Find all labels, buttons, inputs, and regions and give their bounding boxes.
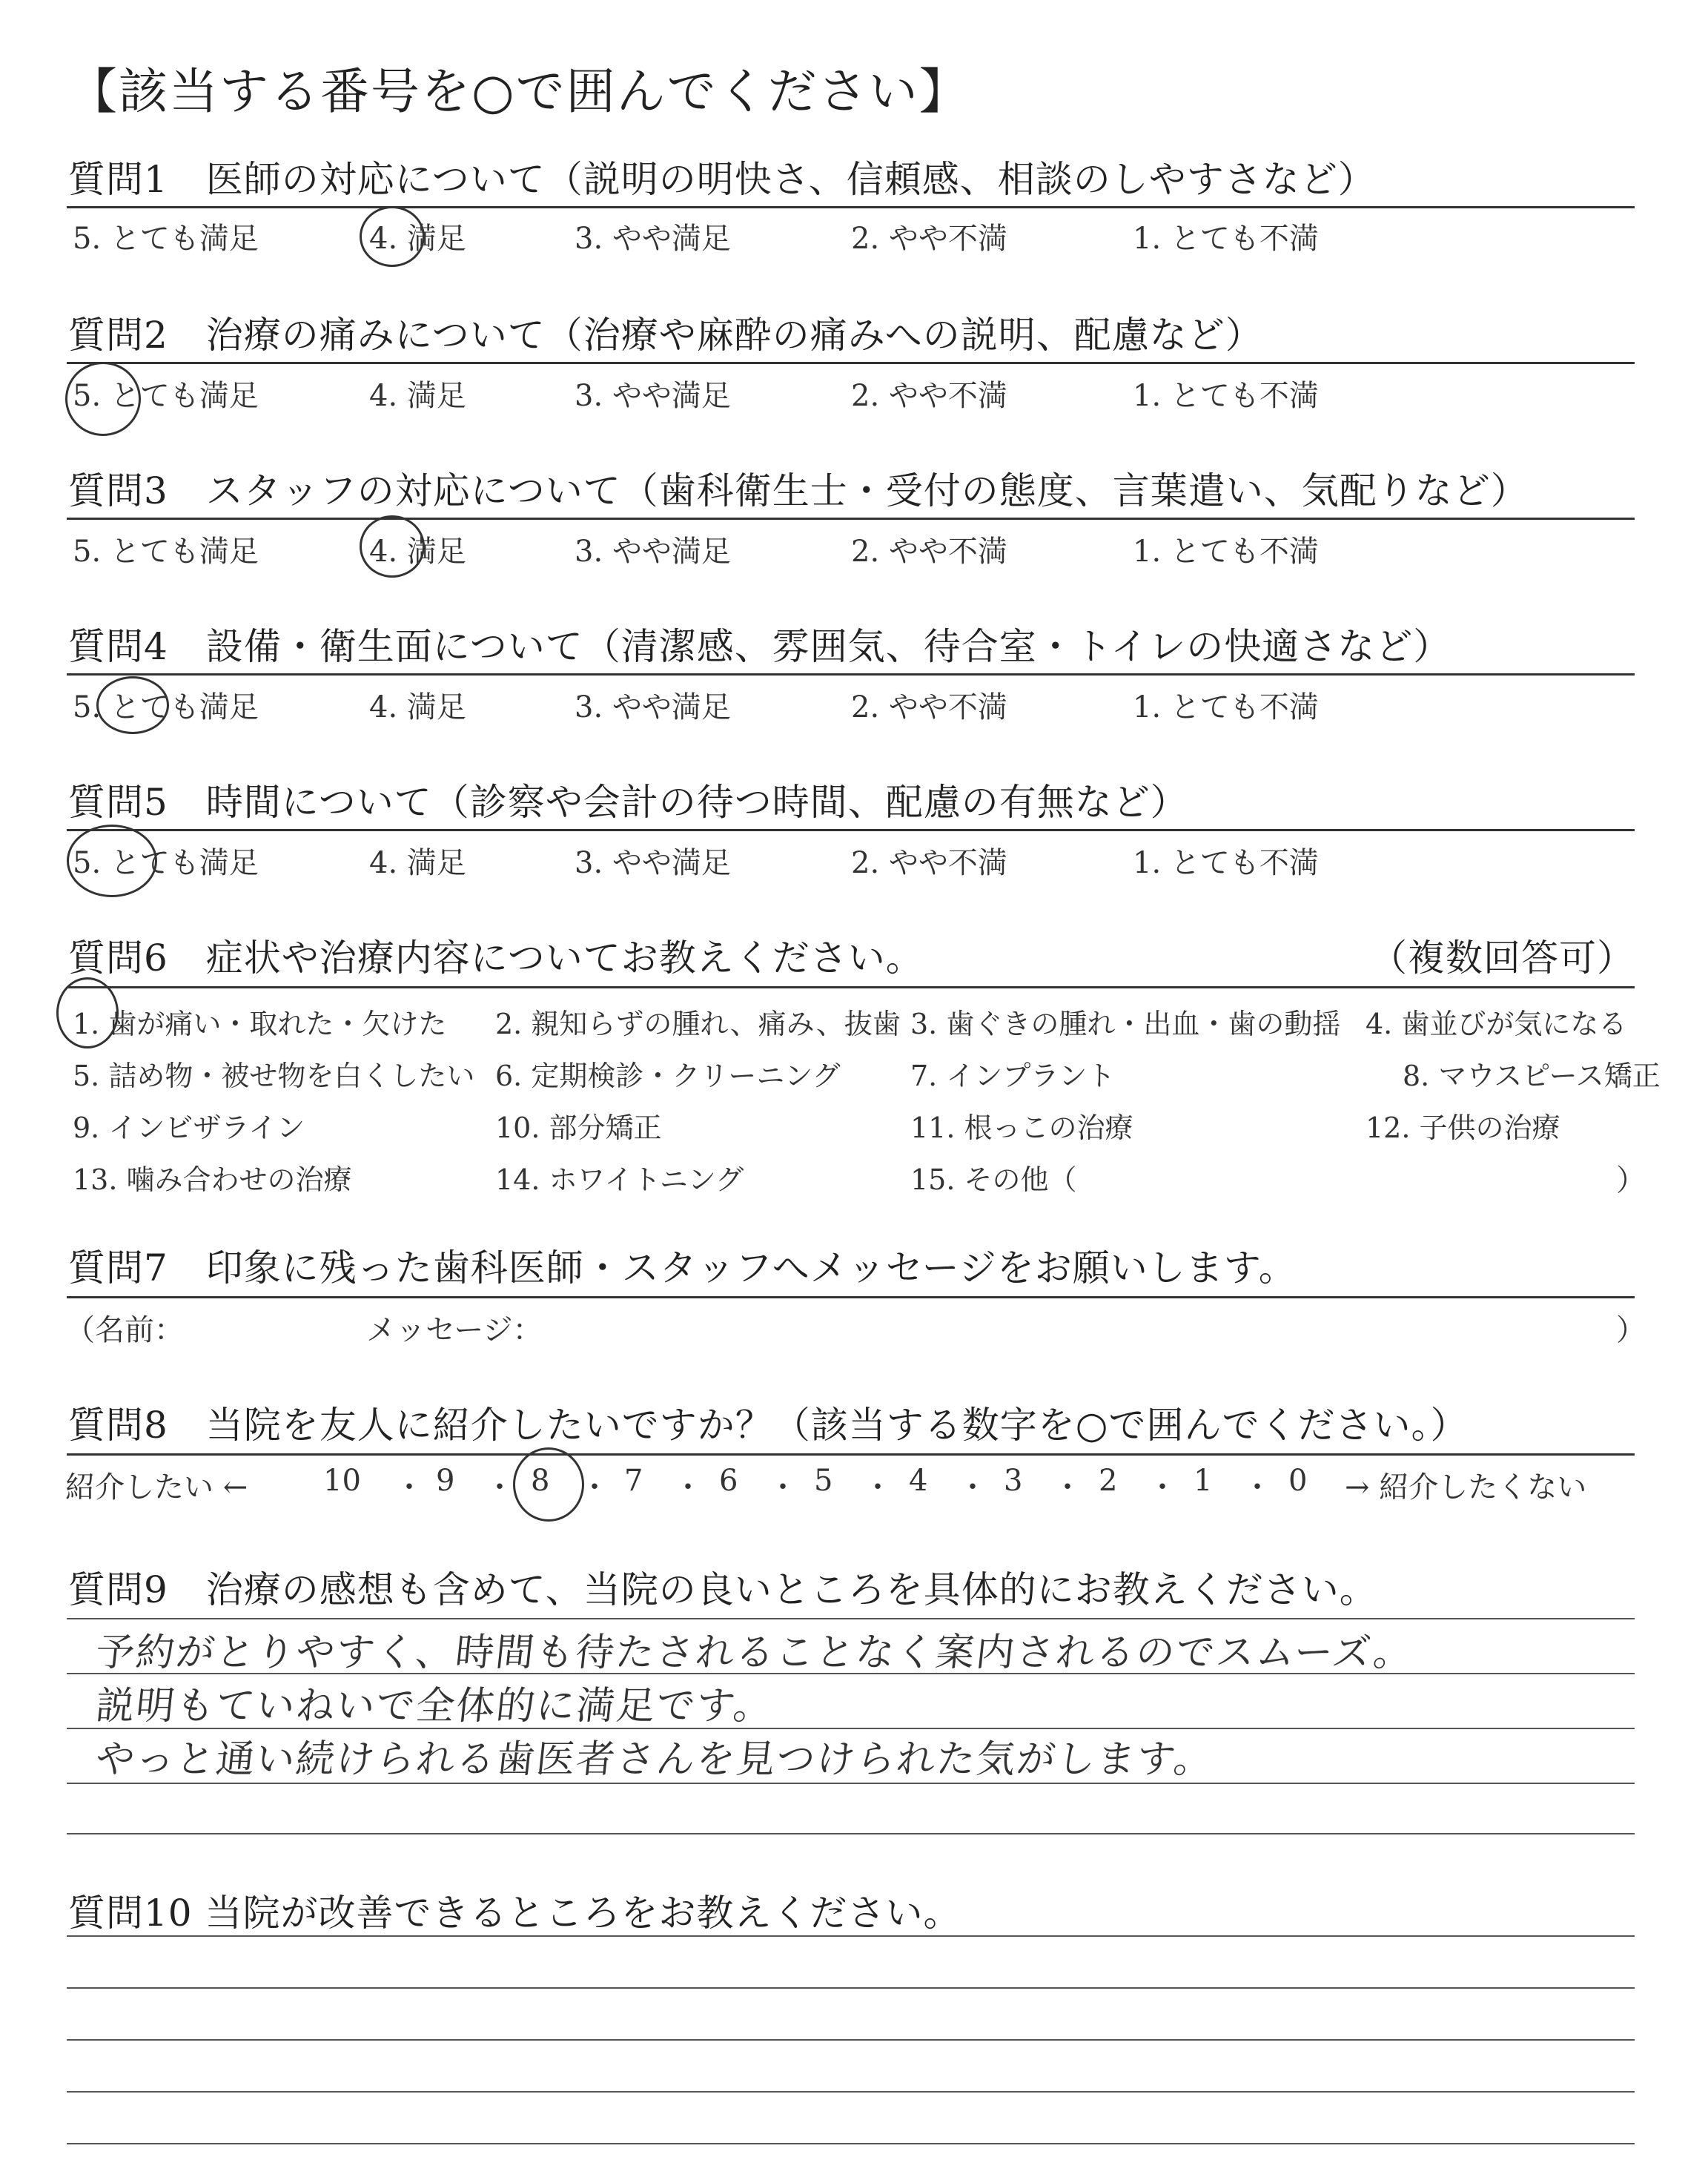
option-2[interactable]: 2. やや不満 [851, 690, 1007, 724]
scale-6[interactable]: 6 [719, 1464, 738, 1498]
scale-sep: ・ [863, 1470, 893, 1505]
option-2[interactable]: 2. やや不満 [851, 535, 1007, 569]
scale-2[interactable]: 2 [1099, 1464, 1118, 1498]
handwritten-answer-line: 説明もていねいで全体的に満足です。 [93, 1684, 776, 1728]
symptom-option-6[interactable]: 6. 定期検診・クリーニング [495, 1060, 841, 1092]
scale-sep: ・ [958, 1470, 987, 1505]
scale-4[interactable]: 4 [909, 1464, 928, 1498]
option-4[interactable]: 4. 満足 [369, 846, 466, 880]
question-rule [67, 1296, 1635, 1298]
answer-line [67, 1987, 1635, 1989]
option-3[interactable]: 3. やや満足 [575, 846, 731, 880]
question-title: 質問8 当院を友人に紹介したいですか？（該当する数字を○で囲んでください。） [68, 1404, 1469, 1447]
symptom-option-5[interactable]: 5. 詰め物・被せ物を白くしたい [73, 1060, 475, 1092]
multiple-answer-note: （複数回答可） [1370, 937, 1635, 980]
option-4[interactable]: 4. 満足 [369, 535, 466, 569]
option-1[interactable]: 1. とても不満 [1133, 846, 1319, 880]
question-rule [67, 518, 1635, 520]
answer-line [67, 1935, 1635, 1937]
question-title: 質問6 症状や治療内容についてお教えください。 [68, 937, 924, 980]
option-5[interactable]: 5. とても満足 [73, 846, 259, 880]
message-label: メッセージ： [366, 1313, 543, 1347]
symptom-option-14[interactable]: 14. ホワイトニング [495, 1163, 744, 1196]
scale-sep: ・ [673, 1470, 703, 1505]
option-3[interactable]: 3. やや満足 [575, 535, 731, 569]
scale-sep: ・ [1053, 1470, 1082, 1505]
name-label: （名前： [65, 1313, 184, 1347]
option-3[interactable]: 3. やや満足 [575, 690, 731, 724]
scale-sep: ・ [485, 1470, 514, 1505]
scale-8[interactable]: 8 [531, 1464, 550, 1498]
scale-sep: ・ [394, 1470, 424, 1505]
option-3[interactable]: 3. やや満足 [575, 222, 731, 256]
scale-10[interactable]: 10 [323, 1464, 361, 1498]
scale-sep: ・ [1242, 1470, 1272, 1505]
scale-sep: ・ [580, 1470, 609, 1505]
option-2[interactable]: 2. やや不満 [851, 846, 1007, 880]
symptom-option-1[interactable]: 1. 歯が痛い・取れた・欠けた [73, 1008, 447, 1040]
answer-line [67, 1618, 1635, 1619]
option-3[interactable]: 3. やや満足 [575, 379, 731, 413]
option-1[interactable]: 1. とても不満 [1133, 222, 1319, 256]
question-rule [67, 206, 1635, 208]
question-title: 質問7 印象に残った歯科医師・スタッフへメッセージをお願いします。 [68, 1246, 1297, 1289]
option-1[interactable]: 1. とても不満 [1133, 535, 1319, 569]
answer-line [67, 2091, 1635, 2093]
answer-line [67, 1833, 1635, 1834]
option-1[interactable]: 1. とても不満 [1133, 379, 1319, 413]
option-4[interactable]: 4. 満足 [369, 690, 466, 724]
symptom-option-4[interactable]: 4. 歯並びが気になる [1366, 1008, 1627, 1040]
option-4[interactable]: 4. 満足 [369, 222, 466, 256]
handwritten-answer-line: 予約がとりやすく、時間も待たされることなく案内されるのでスムーズ。 [93, 1631, 1416, 1675]
scale-5[interactable]: 5 [814, 1464, 833, 1498]
other-close-paren: ） [1616, 1163, 1646, 1198]
answer-line [67, 2039, 1635, 2041]
symptom-option-12[interactable]: 12. 子供の治療 [1366, 1112, 1560, 1144]
symptom-option-8[interactable]: 8. マウスピース矯正 [1403, 1060, 1661, 1092]
symptom-option-3[interactable]: 3. 歯ぐきの腫れ・出血・歯の動揺 [910, 1008, 1341, 1040]
recommend-left-label: 紹介したい ← [65, 1470, 248, 1505]
symptom-option-2[interactable]: 2. 親知らずの腫れ、痛み、抜歯 [495, 1008, 901, 1040]
scale-1[interactable]: 1 [1194, 1464, 1213, 1498]
question-rule [67, 362, 1635, 364]
question-title: 質問1 医師の対応について（説明の明快さ、信頼感、相談のしやすさなど） [68, 158, 1376, 201]
message-close-paren: ） [1616, 1313, 1646, 1347]
symptom-option-10[interactable]: 10. 部分矯正 [495, 1112, 662, 1144]
scale-sep: ・ [768, 1470, 798, 1505]
symptom-option-11[interactable]: 11. 根っこの治療 [910, 1112, 1133, 1144]
question-title: 質問3 スタッフの対応について（歯科衛生士・受付の態度、言葉遣い、気配りなど） [68, 469, 1529, 512]
answer-line [67, 2143, 1635, 2144]
option-4[interactable]: 4. 満足 [369, 379, 466, 413]
option-1[interactable]: 1. とても不満 [1133, 690, 1319, 724]
scale-9[interactable]: 9 [436, 1464, 455, 1498]
symptom-option-13[interactable]: 13. 噛み合わせの治療 [73, 1163, 352, 1196]
option-2[interactable]: 2. やや不満 [851, 379, 1007, 413]
option-5[interactable]: 5. とても満足 [73, 690, 259, 724]
question-title: 質問10 当院が改善できるところをお教えください。 [68, 1892, 961, 1935]
handwritten-answer-line: やっと通い続けられる歯医者さんを見つけられた気がします。 [93, 1737, 1217, 1782]
question-rule [67, 1453, 1635, 1456]
option-2[interactable]: 2. やや不満 [851, 222, 1007, 256]
question-rule [67, 673, 1635, 676]
option-5[interactable]: 5. とても満足 [73, 535, 259, 569]
symptom-option-15[interactable]: 15. その他（ [910, 1163, 1077, 1196]
scale-0[interactable]: 0 [1288, 1464, 1308, 1498]
scale-7[interactable]: 7 [624, 1464, 643, 1498]
symptom-option-7[interactable]: 7. インプラント [910, 1060, 1116, 1092]
symptom-option-9[interactable]: 9. インビザライン [73, 1112, 305, 1144]
recommend-right-label: → 紹介したくない [1345, 1470, 1587, 1505]
question-rule [67, 986, 1635, 988]
question-rule [67, 829, 1635, 831]
question-title: 質問9 治療の感想も含めて、当院の良いところを具体的にお教えください。 [68, 1568, 1377, 1611]
scale-sep: ・ [1148, 1470, 1177, 1505]
instruction-header: 【該当する番号を○で囲んでください】 [68, 63, 970, 120]
option-5[interactable]: 5. とても満足 [73, 379, 259, 413]
question-title: 質問4 設備・衛生面について（清潔感、雰囲気、待合室・トイレの快適さなど） [68, 625, 1452, 668]
option-5[interactable]: 5. とても満足 [73, 222, 259, 256]
scale-3[interactable]: 3 [1004, 1464, 1023, 1498]
question-title: 質問2 治療の痛みについて（治療や麻酔の痛みへの説明、配慮など） [68, 314, 1263, 357]
question-title: 質問5 時間について（診察や会計の待つ時間、配慮の有無など） [68, 781, 1188, 824]
